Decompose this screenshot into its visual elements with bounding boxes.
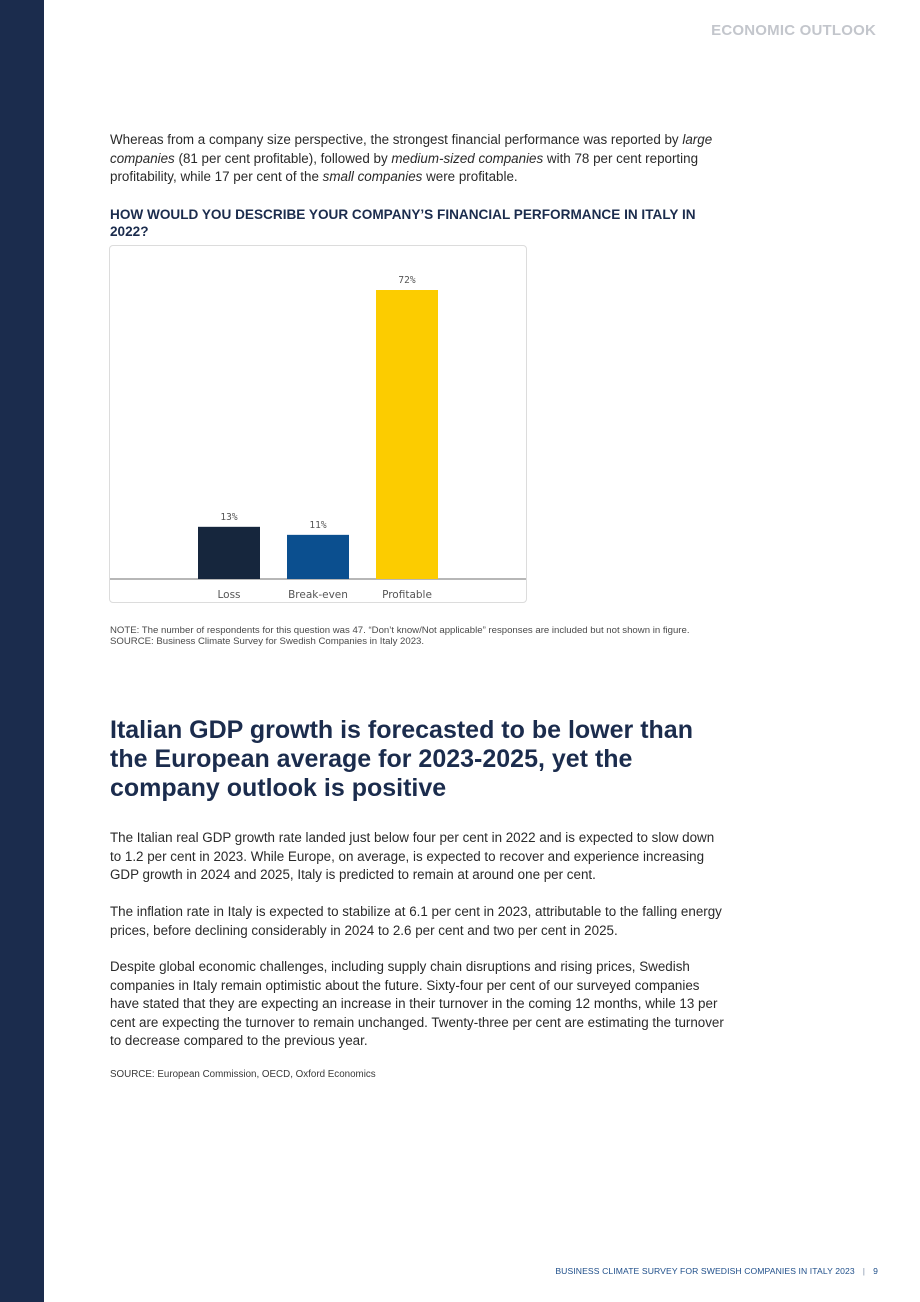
chart-note: [110, 625, 724, 647]
intro-text: were profitable.: [422, 169, 518, 184]
chart-source-text: SOURCE: Business Climate Survey for Swedish Companies in Italy 2023.: [110, 636, 425, 647]
category-label: Loss: [217, 589, 241, 601]
bar-chart: [109, 245, 527, 603]
intro-paragraph: [110, 131, 724, 187]
outlook-paragraph: Despite global economic challenges, including supply chain disruptions and rising prices, Swedish companies in Italy remain optimistic about the future. Sixty-four per cent of our surveyed companies have stated that they are expecting an increase in their turnover in the coming 12 months, while 13 per cent are expecting the turnover to remain unchanged. Twenty-three per cent are estimating the turnover to decrease compared to the previous year.: [110, 959, 724, 1048]
side-accent-bar: [0, 0, 44, 1302]
section-source: SOURCE: European Commission, OECD, Oxford Economics: [110, 1069, 376, 1080]
page-number: 9: [873, 1266, 878, 1276]
chart-note-text: NOTE: The number of respondents for this question was 47. “Don’t know/Not applicable” responses are included but not shown in figure.: [110, 625, 690, 636]
data-label: 13%: [220, 511, 238, 523]
intro-text: Whereas from a company size perspective, the strongest financial performance was reported by: [110, 132, 683, 147]
chart-heading: HOW WOULD YOU DESCRIBE YOUR COMPANY’S FINANCIAL PERFORMANCE IN ITALY IN 2022?: [110, 207, 696, 239]
section-label: ECONOMIC OUTLOOK: [711, 22, 876, 39]
data-label: 72%: [398, 275, 416, 286]
intro-emphasis: large companies: [110, 132, 713, 166]
bar-loss: [198, 527, 260, 579]
data-label: 11%: [309, 519, 327, 531]
gdp-paragraph: The Italian real GDP growth rate landed just below four per cent in 2022 and is expected to slow down to 1.2 per cent in 2023. While Europe, on average, is expected to recover and experience increasing GDP growth in 2024 and 2025, Italy is predicted to remain at around one per cent.: [110, 830, 715, 882]
bar-profitable: [376, 290, 438, 579]
intro-emphasis: small companies: [322, 169, 423, 184]
section-title: Italian GDP growth is forecasted to be lower than the European average for 2023-2025, yet the company outlook is positive: [110, 716, 693, 802]
footer-title: BUSINESS CLIMATE SURVEY FOR SWEDISH COMPANIES IN ITALY 2023: [555, 1266, 855, 1276]
chart-svg: [110, 246, 526, 602]
intro-emphasis: medium-sized companies: [391, 150, 544, 166]
category-label: Break-even: [288, 589, 348, 601]
bar-break-even: [287, 535, 349, 579]
intro-text: with 78 per cent reporting profitability, while 17 per cent of the: [110, 150, 699, 184]
category-label: Profitable: [382, 589, 432, 601]
intro-text: (81 per cent profitable), followed by: [174, 150, 392, 166]
footer-separator: |: [862, 1266, 866, 1276]
inflation-paragraph: The inflation rate in Italy is expected to stabilize at 6.1 per cent in 2023, attributable to the falling energy prices, before declining considerably in 2024 to 2.6 per cent and two per cent in 2025.: [110, 904, 722, 938]
page-footer: [555, 1266, 878, 1276]
